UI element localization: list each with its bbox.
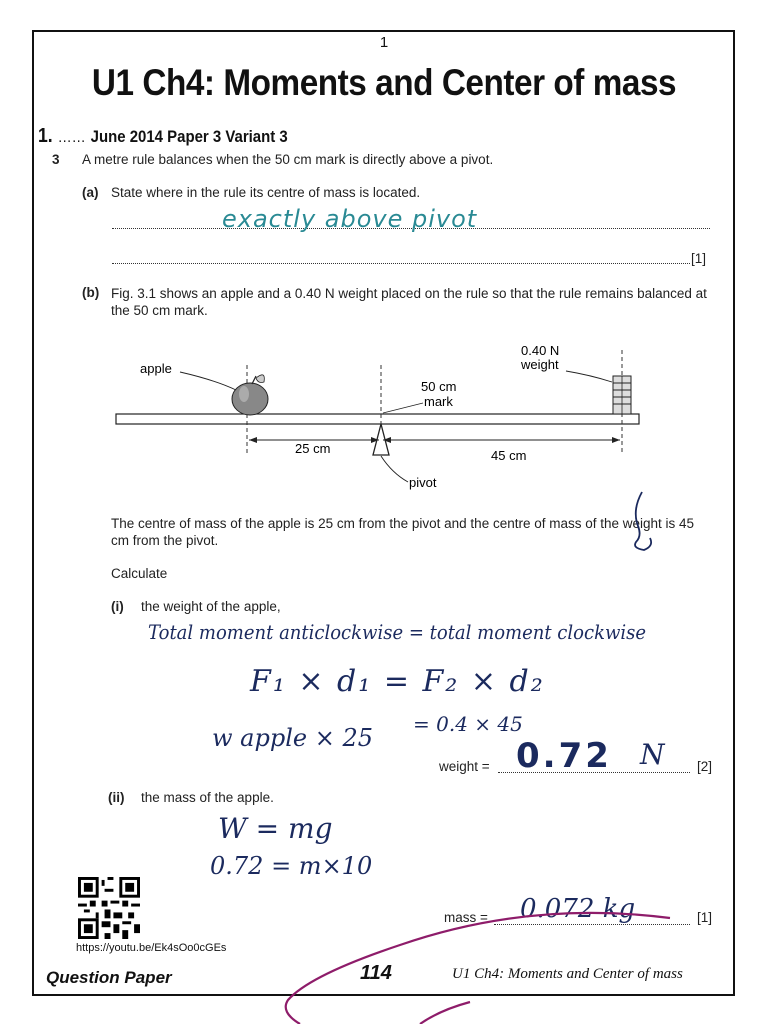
working-i-line-2: F₁ × d₁ = F₂ × d₂ bbox=[250, 664, 545, 699]
pen-stroke-mark bbox=[270, 890, 690, 1024]
part-b-label: (b) bbox=[82, 285, 100, 300]
handwritten-margin-mark bbox=[628, 490, 658, 558]
question-number: 3 bbox=[52, 152, 60, 167]
working-ii-line-1: W = mg bbox=[218, 812, 333, 845]
working-i-line-3: w apple × 25 bbox=[212, 724, 373, 752]
footer-right-title: U1 Ch4: Moments and Center of mass bbox=[452, 966, 683, 982]
mass-answer-label: mass = bbox=[444, 910, 488, 925]
part-i-text: the weight of the apple, bbox=[141, 599, 281, 614]
right-distance-label: 45 cm bbox=[491, 448, 527, 463]
weight-answer-label: weight = bbox=[439, 759, 490, 774]
weight-stack-icon bbox=[613, 376, 631, 414]
part-i-marks: [2] bbox=[697, 759, 713, 774]
weight-unit: N bbox=[640, 738, 665, 771]
left-distance-label: 25 cm bbox=[295, 441, 331, 456]
working-i-line-1: Total moment anticlockwise = total moment clockwise bbox=[148, 620, 647, 644]
weight-answer: 0.72 bbox=[516, 736, 612, 776]
part-a-label: (a) bbox=[82, 185, 99, 200]
apple-icon bbox=[232, 375, 268, 415]
working-ii-line-2: 0.72 = m×10 bbox=[210, 852, 373, 880]
part-ii-label: (ii) bbox=[108, 790, 125, 805]
mark-label-1: 50 cm bbox=[421, 379, 457, 394]
part-b-text: Fig. 3.1 shows an apple and a 0.40 N weight placed on the rule so that the rule remains balanced at the 50 cm mark. bbox=[111, 286, 707, 318]
metre-rule bbox=[116, 414, 639, 424]
question-stem: A metre rule balances when the 50 cm mark is directly above a pivot. bbox=[82, 152, 494, 167]
part-a-text: State where in the rule its centre of mass is located. bbox=[111, 185, 421, 200]
part-i-label: (i) bbox=[111, 599, 124, 614]
part-a-marks: [1] bbox=[691, 251, 707, 266]
qr-code-icon[interactable] bbox=[78, 877, 140, 939]
part-b-info: The centre of mass of the apple is 25 cm from the pivot and the centre of mass of the weight is 45 cm from the pivot. bbox=[111, 516, 695, 548]
mass-answer: 0.072 kg bbox=[520, 894, 636, 924]
page-number: 1 bbox=[379, 34, 389, 51]
footer-page-number: 114 bbox=[360, 962, 392, 984]
part-ii-marks: [1] bbox=[697, 910, 713, 925]
question-header-source: June 2014 Paper 3 Variant 3 bbox=[90, 127, 288, 146]
question-header-number: 1. bbox=[38, 125, 53, 147]
part-ii-text: the mass of the apple. bbox=[141, 790, 274, 805]
question-header bbox=[38, 125, 288, 148]
part-a-answer: exactly above pivot bbox=[222, 205, 478, 233]
figure-3-1 bbox=[0, 330, 768, 500]
pivot-label: pivot bbox=[409, 475, 437, 490]
video-link[interactable]: https://youtu.be/Ek4sOo0cGEs bbox=[76, 942, 227, 954]
calculate-label: Calculate bbox=[111, 566, 168, 581]
weight-label-1: 0.40 N bbox=[521, 343, 560, 358]
question-header-dots: …… bbox=[57, 129, 86, 146]
mark-label-2: mark bbox=[424, 394, 453, 409]
footer-left-label: Question Paper bbox=[46, 968, 172, 987]
weight-label-2: weight bbox=[521, 357, 559, 372]
apple-label: apple bbox=[140, 361, 172, 376]
page-title: U1 Ch4: Moments and Center of mass bbox=[91, 62, 677, 103]
working-i-line-4: = 0.4 × 45 bbox=[413, 712, 523, 736]
answer-line-a2 bbox=[112, 263, 690, 264]
